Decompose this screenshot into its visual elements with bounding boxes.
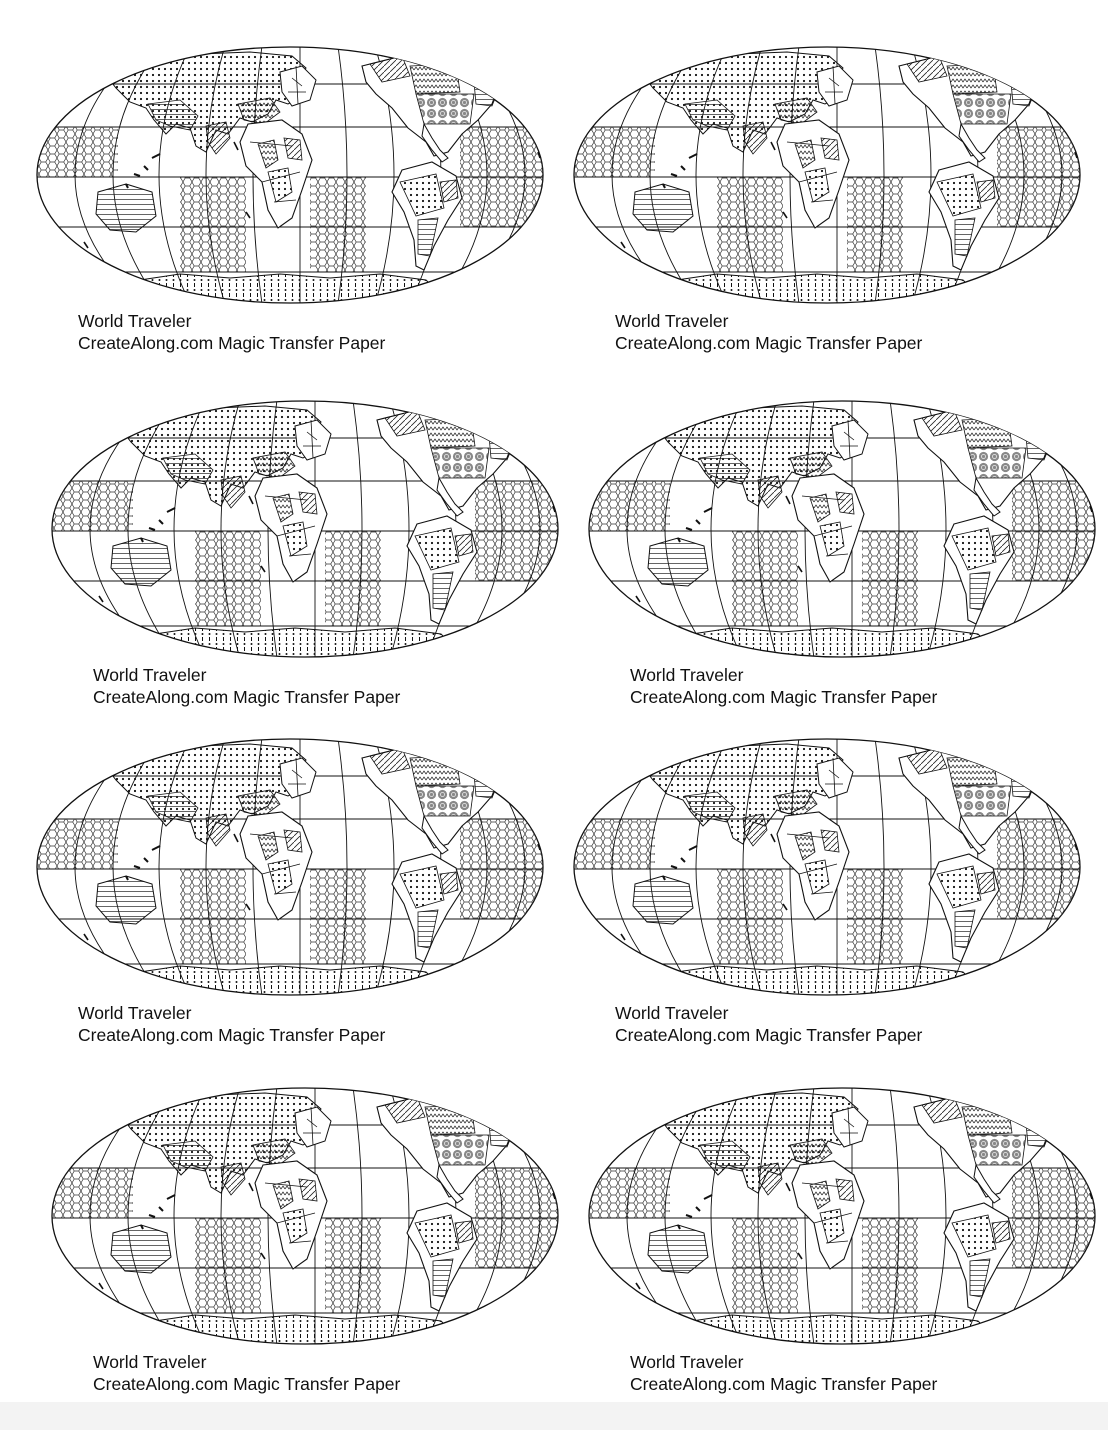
- map-title: World Traveler: [615, 311, 729, 331]
- map-credit: CreateAlong.com Magic Transfer Paper: [78, 333, 386, 353]
- world-map-illustration: [582, 396, 1102, 668]
- map-credit: CreateAlong.com Magic Transfer Paper: [93, 1374, 401, 1394]
- map-tile: [30, 42, 550, 362]
- map-caption: [615, 1002, 922, 1046]
- page-footer-shade: [0, 1402, 1108, 1430]
- world-map-illustration: [567, 734, 1087, 1006]
- map-caption: [93, 664, 400, 708]
- map-title: World Traveler: [78, 1003, 192, 1023]
- world-map-illustration: [30, 734, 550, 1006]
- map-title: World Traveler: [615, 1003, 729, 1023]
- map-caption: [78, 310, 385, 354]
- world-map-illustration: [45, 396, 565, 668]
- map-credit: CreateAlong.com Magic Transfer Paper: [78, 1025, 386, 1045]
- map-tile: [567, 734, 1087, 1054]
- map-tile: [45, 1083, 565, 1403]
- map-credit: CreateAlong.com Magic Transfer Paper: [630, 1374, 938, 1394]
- map-tile: [567, 42, 1087, 362]
- map-title: World Traveler: [93, 665, 207, 685]
- map-tile: [582, 1083, 1102, 1403]
- map-credit: CreateAlong.com Magic Transfer Paper: [630, 687, 938, 707]
- world-map-illustration: [582, 1083, 1102, 1355]
- map-credit: CreateAlong.com Magic Transfer Paper: [615, 333, 923, 353]
- world-map-illustration: [30, 42, 550, 314]
- map-credit: CreateAlong.com Magic Transfer Paper: [615, 1025, 923, 1045]
- map-title: World Traveler: [78, 311, 192, 331]
- map-caption: [630, 664, 937, 708]
- map-title: World Traveler: [630, 665, 744, 685]
- map-caption: [78, 1002, 385, 1046]
- world-map-illustration: [567, 42, 1087, 314]
- map-caption: [630, 1351, 937, 1395]
- world-map-illustration: [45, 1083, 565, 1355]
- map-tile: [45, 396, 565, 716]
- map-caption: [615, 310, 922, 354]
- map-caption: [93, 1351, 400, 1395]
- map-title: World Traveler: [93, 1352, 207, 1372]
- map-tile: [30, 734, 550, 1054]
- map-title: World Traveler: [630, 1352, 744, 1372]
- map-tile: [582, 396, 1102, 716]
- map-credit: CreateAlong.com Magic Transfer Paper: [93, 687, 401, 707]
